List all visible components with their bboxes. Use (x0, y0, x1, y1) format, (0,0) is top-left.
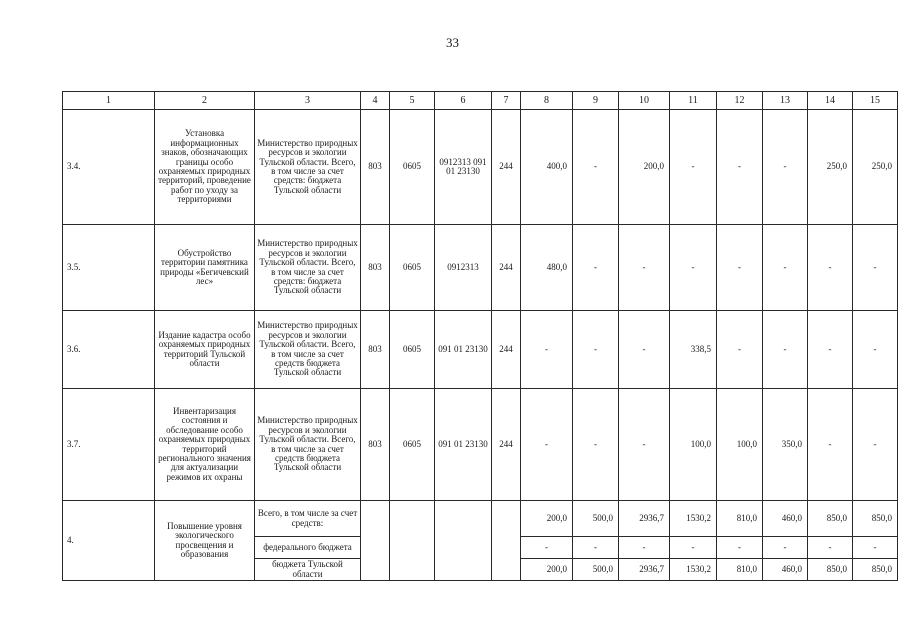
row-measure-name: Повышение уровня экологического просвещения и образования (155, 501, 255, 581)
row-value: - (808, 389, 853, 501)
row-value: - (717, 225, 763, 311)
row-col4: 803 (361, 311, 390, 389)
row-col5: 0605 (390, 225, 435, 311)
column-header: 8 (521, 92, 573, 110)
column-header: 10 (619, 92, 670, 110)
row-value: 250,0 (853, 110, 898, 225)
row-funding-source: бюджета Тульской области (255, 559, 361, 581)
row-value: - (853, 311, 898, 389)
row-value: - (853, 389, 898, 501)
row-value: 400,0 (521, 110, 573, 225)
row-col6 (435, 501, 492, 581)
row-code: 3.4. (63, 110, 155, 225)
row-value: 850,0 (853, 501, 898, 537)
row-measure-name: Обустройство территории памятника природы «Бегичевский лес» (155, 225, 255, 311)
row-value: 480,0 (521, 225, 573, 311)
row-value: - (853, 225, 898, 311)
row-value: - (763, 110, 808, 225)
row-value: - (521, 311, 573, 389)
column-header: 7 (492, 92, 521, 110)
row-executor: Министерство природных ресурсов и экологии Тульской области. Всего, в том числе за счет средств: бюджета Тульской области (255, 110, 361, 225)
row-value: 810,0 (717, 559, 763, 581)
row-funding-source: Всего, в том числе за счет средств: (255, 501, 361, 537)
row-value: - (717, 537, 763, 559)
row-value: - (619, 311, 670, 389)
row-col5 (390, 501, 435, 581)
row-value: - (670, 110, 717, 225)
row-executor: Министерство природных ресурсов и экологии Тульской области. Всего, в том числе за счет средств бюджета Тульской области (255, 311, 361, 389)
row-value: 200,0 (619, 110, 670, 225)
row-col5: 0605 (390, 311, 435, 389)
row-measure-name: Установка информационных знаков, обозначающих границы особо охраняемых природных территорий, проведение работ по уходу за территориями (155, 110, 255, 225)
row-col4 (361, 501, 390, 581)
header-row (63, 92, 898, 110)
row-col5: 0605 (390, 110, 435, 225)
row-value: 460,0 (763, 501, 808, 537)
row-value: 350,0 (763, 389, 808, 501)
row-value: 850,0 (808, 501, 853, 537)
row-value: 200,0 (521, 501, 573, 537)
row-value: 1530,2 (670, 559, 717, 581)
row-value: - (619, 389, 670, 501)
column-header: 6 (435, 92, 492, 110)
row-value: - (521, 389, 573, 501)
column-header: 4 (361, 92, 390, 110)
row-value: 2936,7 (619, 559, 670, 581)
row-value: 200,0 (521, 559, 573, 581)
row-value: 100,0 (670, 389, 717, 501)
row-value: - (573, 110, 619, 225)
row-value: - (763, 225, 808, 311)
row-code: 3.5. (63, 225, 155, 311)
row-value: - (808, 311, 853, 389)
row-col6: 091 01 23130 (435, 311, 492, 389)
row-col6: 091 01 23130 (435, 389, 492, 501)
row-value: 810,0 (717, 501, 763, 537)
column-header: 13 (763, 92, 808, 110)
column-header: 11 (670, 92, 717, 110)
row-executor: Министерство природных ресурсов и экологии Тульской области. Всего, в том числе за счет средств: бюджета Тульской области (255, 225, 361, 311)
row-col4: 803 (361, 110, 390, 225)
row-col7: 244 (492, 225, 521, 311)
row-value: - (670, 537, 717, 559)
row-value: - (763, 311, 808, 389)
row-value: 250,0 (808, 110, 853, 225)
column-header: 14 (808, 92, 853, 110)
table-row (63, 311, 898, 389)
row-col7: 244 (492, 311, 521, 389)
row-col7: 244 (492, 110, 521, 225)
column-header: 5 (390, 92, 435, 110)
row-value: - (573, 389, 619, 501)
table-row (63, 110, 898, 225)
page-number: 33 (446, 35, 459, 50)
row-col6: 0912313 (435, 225, 492, 311)
row-measure-name: Издание кадастра особо охраняемых природных территорий Тульской области (155, 311, 255, 389)
row-value: 500,0 (573, 501, 619, 537)
row-value: 1530,2 (670, 501, 717, 537)
table-row (63, 501, 898, 537)
row-value: 850,0 (808, 559, 853, 581)
row-value: 100,0 (717, 389, 763, 501)
row-col4: 803 (361, 225, 390, 311)
row-value: - (573, 225, 619, 311)
row-code: 4. (63, 501, 155, 581)
row-value: - (670, 225, 717, 311)
row-value: - (717, 110, 763, 225)
row-col6: 0912313 091 01 23130 (435, 110, 492, 225)
row-value: - (619, 225, 670, 311)
row-value: - (619, 537, 670, 559)
column-header: 2 (155, 92, 255, 110)
column-header: 12 (717, 92, 763, 110)
row-value: - (521, 537, 573, 559)
row-value: 338,5 (670, 311, 717, 389)
row-executor: Министерство природных ресурсов и экологии Тульской области. Всего, в том числе за счет средств бюджета Тульской области (255, 389, 361, 501)
row-measure-name: Инвентаризация состояния и обследование особо охраняемых природных территорий регионального значения для актуализации режимов их охраны (155, 389, 255, 501)
column-header: 1 (63, 92, 155, 110)
row-col7 (492, 501, 521, 581)
table-row (63, 389, 898, 501)
row-col5: 0605 (390, 389, 435, 501)
column-header: 3 (255, 92, 361, 110)
row-funding-source: федерального бюджета (255, 537, 361, 559)
row-code: 3.7. (63, 389, 155, 501)
row-value: - (573, 311, 619, 389)
column-header: 9 (573, 92, 619, 110)
row-col7: 244 (492, 389, 521, 501)
column-header: 15 (853, 92, 898, 110)
row-value: - (763, 537, 808, 559)
row-value: - (808, 537, 853, 559)
row-value: 850,0 (853, 559, 898, 581)
row-code: 3.6. (63, 311, 155, 389)
row-value: 460,0 (763, 559, 808, 581)
budget-table (62, 91, 898, 581)
row-col4: 803 (361, 389, 390, 501)
row-value: - (717, 311, 763, 389)
row-value: - (853, 537, 898, 559)
table-row (63, 225, 898, 311)
row-value: - (808, 225, 853, 311)
row-value: 500,0 (573, 559, 619, 581)
row-value: - (573, 537, 619, 559)
row-value: 2936,7 (619, 501, 670, 537)
